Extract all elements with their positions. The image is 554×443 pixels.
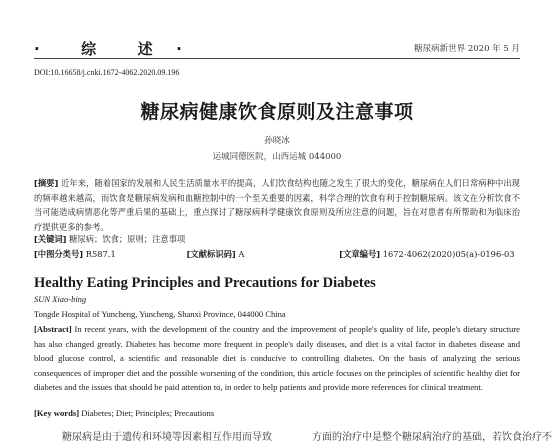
abstract-label-zh: [摘要] (34, 178, 59, 188)
title-chinese: 糖尿病健康饮食原则及注意事项 (140, 101, 414, 123)
keywords-english (34, 408, 214, 418)
abstract-chinese (34, 176, 520, 234)
keywords-text-en: Diabetes; Diet; Principles; Precautions (81, 408, 215, 418)
section-char-2: 述 (137, 40, 154, 58)
section-dot-right: · (176, 40, 183, 58)
classification-row (34, 248, 520, 260)
section-label (34, 38, 183, 59)
keywords-label-zh: [关键词] (34, 234, 67, 244)
affiliation-chinese: 运城同德医院，山西运城 044000 (212, 152, 342, 162)
section-dot-left: · (34, 40, 41, 58)
keywords-chinese (34, 233, 185, 245)
author-chinese: 孙晓冰 (264, 136, 290, 146)
author-english: SUN Xiao-bing (34, 294, 87, 304)
clc-label: [中图分类号] (34, 249, 84, 259)
article-number-value: 1672-4062(2020)05(a)-0196-03 (382, 249, 515, 259)
abstract-text-zh: 近年来，随着国家的发展和人民生活质量水平的提高，人们饮食结构也随之发生了很大的变化，糖尿病在人们日常病种中出现的频率越来越高，而饮食是糖尿病发病和血糖控制中的一个至关重要的因素，科学合理的饮食有利于控制糖尿病。该文在分析饮食不当可能造成病情恶化等严重后果的基础上，重点探讨了糖尿病科学健康饮食原则及所应注意的问题，旨在对患者有所帮助和为临床治疗提供更多的参考。 (34, 178, 520, 232)
title-english: Healthy Eating Principles and Precautions for Diabetes (34, 275, 376, 291)
clc-value: R587.1 (85, 249, 116, 259)
article-number-label: [文章编号] (339, 249, 381, 259)
doi-link[interactable]: DOI:10.16658/j.cnki.1672-4062.2020.09.196 (34, 68, 180, 77)
keywords-label-en: [Key words] (34, 408, 80, 418)
abstract-label-en: [Abstract] (34, 324, 72, 334)
abstract-english (34, 322, 520, 395)
keywords-text-zh: 糖尿病；饮食；原则；注意事项 (69, 234, 186, 244)
journal-info: 糖尿病新世界 2020 年 5 月 (414, 44, 520, 54)
header-rule (34, 58, 520, 59)
abstract-text-en: In recent years, with the development of the country and the improvement of people's quality of life, people's dietary structure has also changed greatly. Diabetes has become more frequent in people's daily diseases, and diet is a vital factor in diabetes disease and blood glucose control, a scientific and reasonable diet is conducive to controlling diabetes. On the basis of analyzing the serious consequences of improper diet and the possible worsening of the condition, this article focuses on the principles of scientific healthy diet for diabetes and the issues that should be paid attention to, in order to help patients and provide more references for clinical treatment. (34, 324, 521, 393)
affiliation-english: Tongde Hospital of Yuncheng, Yuncheng, Shanxi Province, 044000 China (34, 309, 286, 319)
section-char-1: 综 (81, 40, 98, 58)
body-text-right: 方面的治疗中是整个糖尿病治疗的基础，若饮食治疗不 (312, 432, 552, 443)
doc-code-label: [文献标识码] (186, 249, 236, 259)
doc-code-value: A (238, 249, 245, 259)
body-text-left: 糖尿病是由于遗传和环境等因素相互作用而导致 (62, 432, 272, 443)
